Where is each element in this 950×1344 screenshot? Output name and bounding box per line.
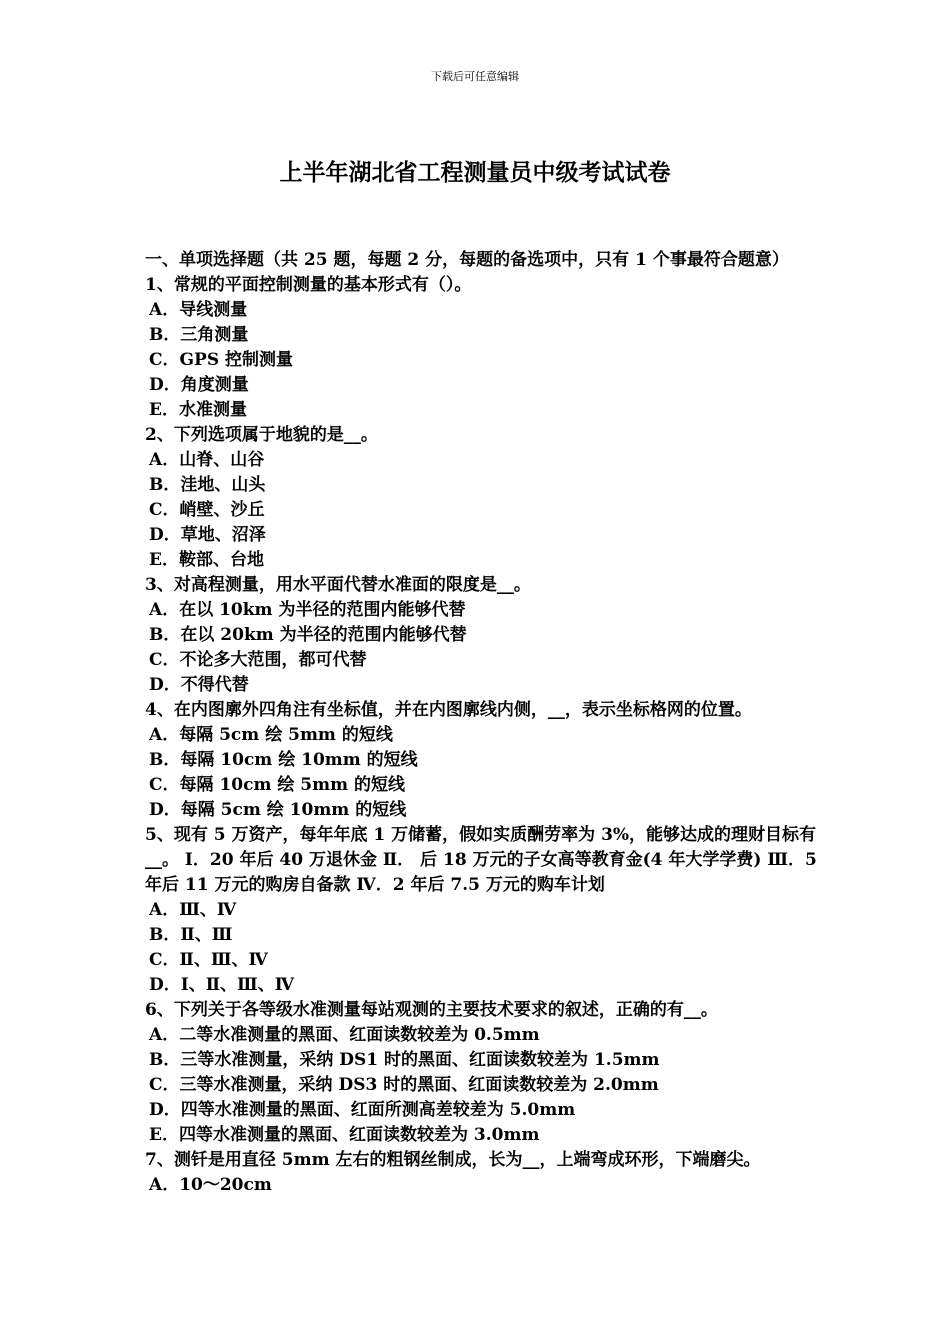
option-e: E．水准测量 bbox=[149, 400, 247, 420]
option-b: B．每隔 10cm 绘 10mm 的短线 bbox=[149, 750, 418, 770]
option-c: C．三等水准测量，采纳 DS3 时的黑面、红面读数较差为 2.0mm bbox=[149, 1075, 659, 1095]
option-e: E．鞍部、台地 bbox=[149, 550, 264, 570]
option-c: C．不论多大范围，都可代替 bbox=[149, 650, 367, 670]
question-6 bbox=[145, 998, 825, 1148]
option-a: A．在以 10km 为半径的范围内能够代替 bbox=[149, 600, 466, 620]
question-3 bbox=[145, 573, 825, 698]
question-7 bbox=[145, 1148, 825, 1198]
option-a: A．导线测量 bbox=[149, 300, 248, 320]
option-c: C．峭壁、沙丘 bbox=[149, 500, 265, 520]
question-stem: 3、对高程测量，用水平面代替水准面的限度是__。 bbox=[145, 575, 531, 595]
option-b: B．三角测量 bbox=[149, 325, 249, 345]
question-stem: 1、常规的平面控制测量的基本形式有（）。 bbox=[145, 275, 472, 295]
option-a: A．Ⅲ、Ⅳ bbox=[149, 900, 237, 920]
document-title: 上半年湖北省工程测量员中级考试试卷 bbox=[279, 160, 671, 186]
option-d: D．不得代替 bbox=[149, 675, 249, 695]
option-b: B．洼地、山头 bbox=[149, 475, 266, 495]
option-d: D．Ⅰ、Ⅱ、Ⅲ、Ⅳ bbox=[149, 975, 295, 995]
option-c: C．Ⅱ、Ⅲ、Ⅳ bbox=[149, 950, 268, 970]
option-d: D．每隔 5cm 绘 10mm 的短线 bbox=[149, 800, 407, 820]
option-d: D．四等水准测量的黑面、红面所测高差较差为 5.0mm bbox=[149, 1100, 576, 1120]
option-b: B．三等水准测量，采纳 DS1 时的黑面、红面读数较差为 1.5mm bbox=[149, 1050, 660, 1070]
question-stem: 7、测钎是用直径 5mm 左右的粗钢丝制成，长为__，上端弯成环形，下端磨尖。 bbox=[145, 1150, 761, 1170]
question-stem: 4、在内图廓外四角注有坐标值，并在内图廓线内侧，__，表示坐标格网的位置。 bbox=[145, 700, 752, 720]
option-b: B．在以 20km 为半径的范围内能够代替 bbox=[149, 625, 467, 645]
option-a: A．每隔 5cm 绘 5mm 的短线 bbox=[149, 725, 393, 745]
question-1 bbox=[145, 273, 825, 423]
option-b: B．Ⅱ、Ⅲ bbox=[149, 925, 233, 945]
question-2 bbox=[145, 423, 825, 573]
question-stem: 5、现有 5 万资产，每年年底 1 万储蓄，假如实质酬劳率为 3%，能够达成的理财目标有__。 Ⅰ．20 年后 40 万退休金 Ⅱ． 后 18 万元的子女高等教育金(4 年大学学费) Ⅲ．5 年后 11 万元的购房自备款 Ⅳ．2 年后 7.5 万元的购车计划 bbox=[145, 825, 817, 895]
option-a: A．10～20cm bbox=[149, 1175, 272, 1195]
document-body bbox=[145, 248, 825, 1198]
option-a: A．二等水准测量的黑面、红面读数较差为 0.5mm bbox=[149, 1025, 540, 1045]
section-heading: 一、单项选择题（共 25 题，每题 2 分，每题的备选项中，只有 1 个事最符合题意） bbox=[145, 250, 789, 270]
question-4 bbox=[145, 698, 825, 823]
question-stem: 2、下列选项属于地貌的是__。 bbox=[145, 425, 378, 445]
question-stem: 6、下列关于各等级水准测量每站观测的主要技术要求的叙述，正确的有__。 bbox=[145, 1000, 718, 1020]
header-note: 下载后可任意编辑 bbox=[431, 70, 519, 83]
option-c: C．每隔 10cm 绘 5mm 的短线 bbox=[149, 775, 406, 795]
option-d: D．角度测量 bbox=[149, 375, 249, 395]
question-5 bbox=[145, 823, 825, 998]
option-a: A．山脊、山谷 bbox=[149, 450, 265, 470]
option-d: D．草地、沼泽 bbox=[149, 525, 266, 545]
option-e: E．四等水准测量的黑面、红面读数较差为 3.0mm bbox=[149, 1125, 540, 1145]
option-c: C．GPS 控制测量 bbox=[149, 350, 294, 370]
